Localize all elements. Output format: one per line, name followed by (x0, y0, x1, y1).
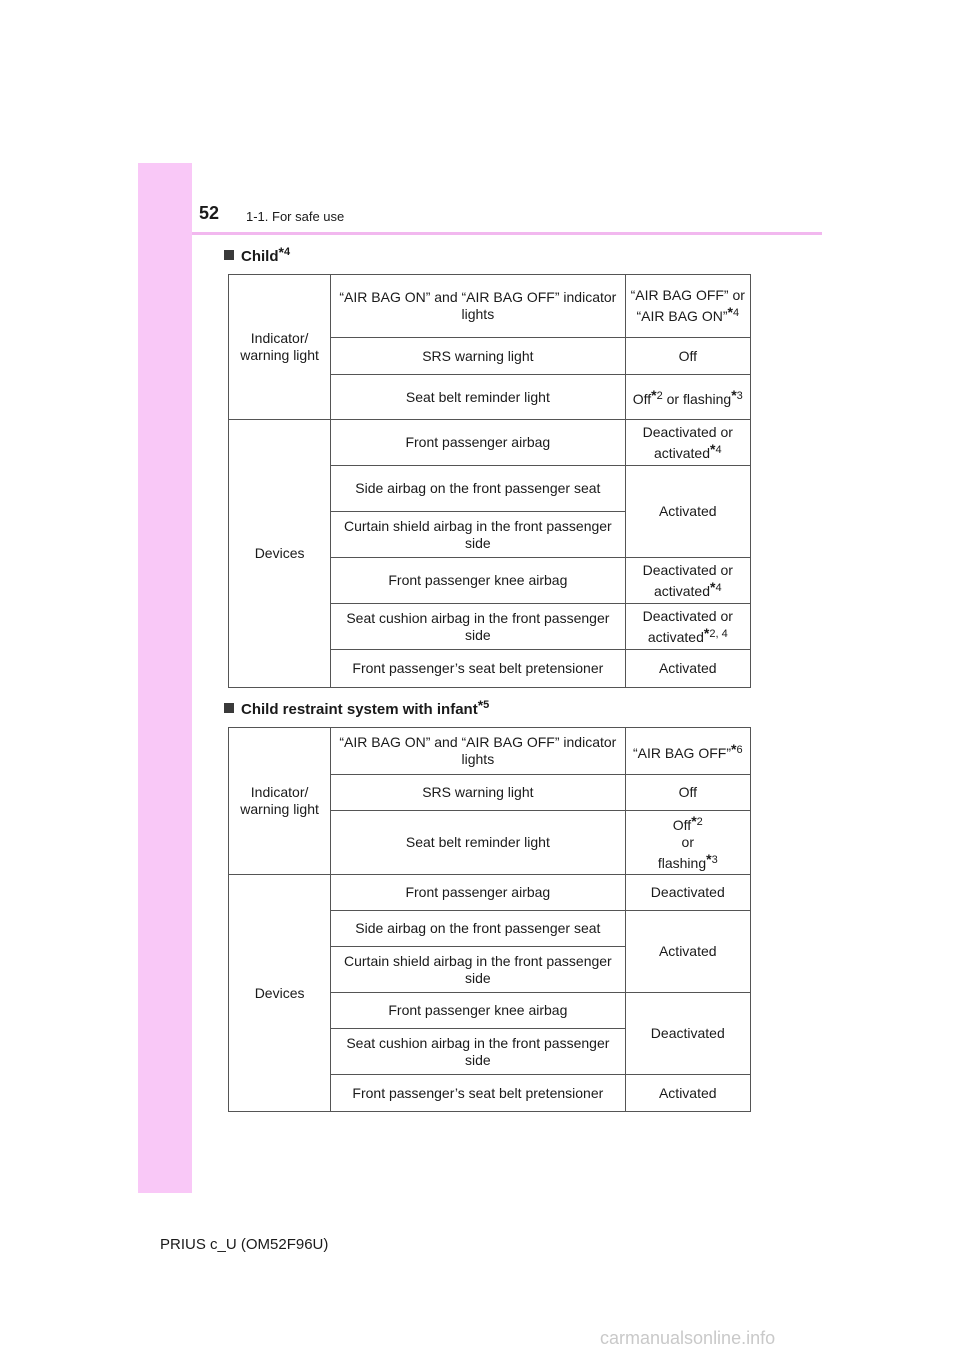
row-value: Off (625, 775, 750, 811)
row-item: Front passenger knee airbag (331, 558, 625, 604)
row-item: Side airbag on the front passenger seat (331, 466, 625, 512)
table-row (229, 728, 751, 775)
row-item: Seat cushion airbag in the front passenger side (331, 1029, 625, 1075)
indicator-category: Indicator/ warning light (229, 728, 331, 875)
row-value: Deactivated (625, 875, 750, 911)
child-heading-text: Child (241, 248, 279, 265)
devices-category: Devices (229, 875, 331, 1112)
row-value: Off*$^2$ or flashing*$^3$ (625, 811, 750, 875)
row-item: Front passenger’s seat belt pretensioner (331, 1075, 625, 1112)
row-item: Seat belt reminder light (331, 375, 625, 420)
child-heading-note: 4 (283, 246, 291, 258)
row-value: “AIR BAG OFF”*$^6$ (625, 728, 750, 775)
row-item: Seat cushion airbag in the front passenger side (331, 604, 625, 650)
indicator-category: Indicator/ warning light (229, 275, 331, 420)
row-value: Activated (625, 1075, 750, 1112)
row-value: Deactivated or activated*$^4$ (625, 420, 750, 466)
infant-heading-text: Child restraint system with infant (241, 701, 478, 718)
child-table (228, 274, 751, 688)
row-value: “AIR BAG OFF” or “AIR BAG ON”*$^4$ (625, 275, 750, 338)
row-item: Seat belt reminder light (331, 811, 625, 875)
table-row (229, 875, 751, 911)
infant-heading (224, 697, 489, 718)
row-item: Side airbag on the front passenger seat (331, 911, 625, 947)
row-value: Off*$^2$ or flashing*$^3$ (625, 375, 750, 420)
row-value: Activated (625, 466, 750, 558)
row-item: Front passenger knee airbag (331, 993, 625, 1029)
page-number: 52 (199, 203, 220, 223)
row-item: SRS warning light (331, 338, 625, 375)
row-item: Curtain shield airbag in the front passenger side (331, 947, 625, 993)
watermark: carmanualsonline.info (600, 1328, 776, 1348)
square-bullet-icon (224, 703, 234, 713)
row-item: Front passenger airbag (331, 420, 625, 466)
section-title: 1-1. For safe use (246, 209, 345, 224)
row-item: “AIR BAG ON” and “AIR BAG OFF” indicator lights (331, 275, 625, 338)
row-value: Deactivated or activated*$^4$ (625, 558, 750, 604)
row-value: Off (625, 338, 750, 375)
infant-heading-note: 5 (483, 699, 490, 711)
row-item: Front passenger airbag (331, 875, 625, 911)
asterisk-icon: * (477, 697, 484, 713)
row-value: Activated (625, 650, 750, 688)
square-bullet-icon (224, 250, 234, 260)
footer-model: PRIUS c_U (OM52F96U) (160, 1236, 329, 1253)
row-value: Deactivated (625, 993, 750, 1075)
side-band (138, 163, 192, 1193)
header-rule (192, 232, 822, 235)
row-item: Curtain shield airbag in the front passenger side (331, 512, 625, 558)
devices-category: Devices (229, 420, 331, 688)
child-heading (224, 244, 290, 265)
row-value: Activated (625, 911, 750, 993)
row-value: Deactivated or activated*$^{2, 4}$ (625, 604, 750, 650)
row-item: Front passenger’s seat belt pretensioner (331, 650, 625, 688)
table-row (229, 420, 751, 466)
row-item: “AIR BAG ON” and “AIR BAG OFF” indicator lights (331, 728, 625, 775)
asterisk-icon: * (278, 244, 284, 260)
infant-table (228, 727, 751, 1112)
table-row (229, 275, 751, 338)
row-item: SRS warning light (331, 775, 625, 811)
